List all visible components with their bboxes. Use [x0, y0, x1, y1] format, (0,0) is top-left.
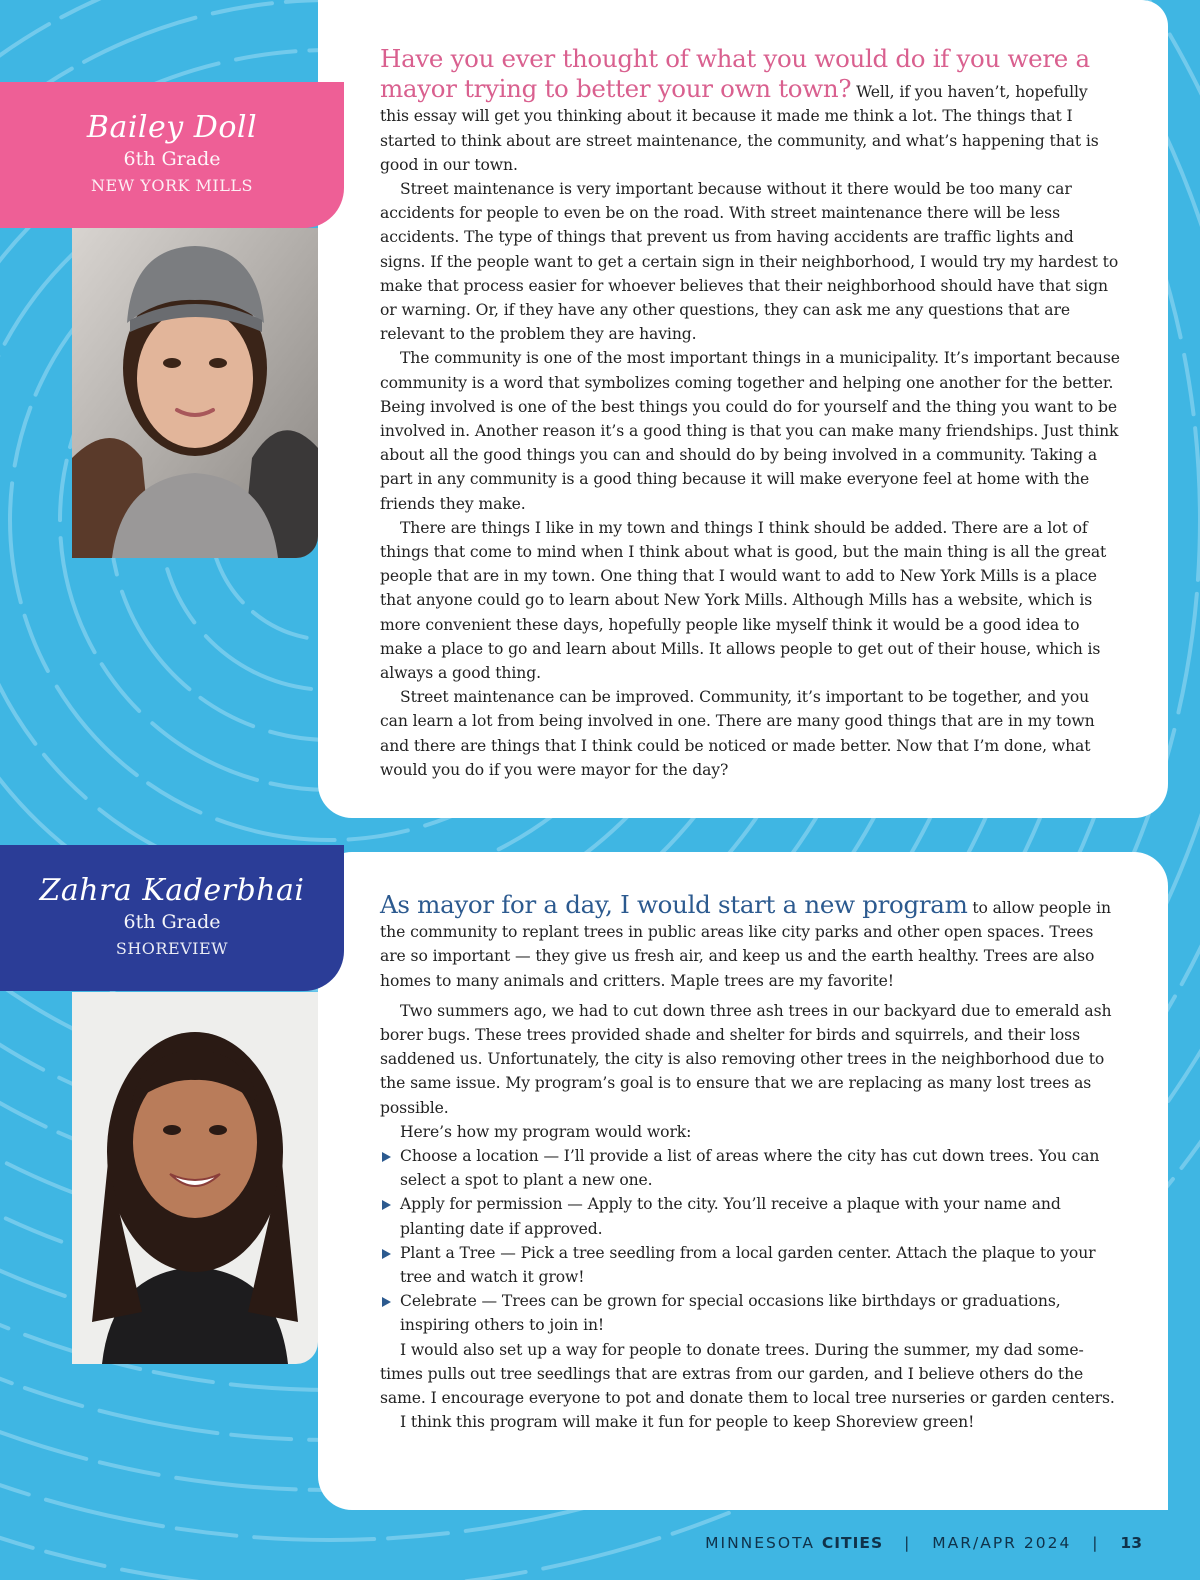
portrait-image — [72, 992, 318, 1364]
student-tab-1 — [0, 82, 344, 228]
essay-1-paragraph: The community is one of the most important things in a municipality. It’s important because community is a word that symbolizes coming together and helping one another for the better. Being involved is one of the best things you could do for yourself and the thing you want to be involved in. Another reason it’s a good thing is that you can make many friendships. Just think about all the good things you can and should do by being involved in a community. Taking a part in any community is a good thing because it will make everyone feel at home with the friends they make. — [380, 349, 1120, 513]
essay-1-lead: Have you ever thought of what you would do if you were a mayor trying to better your own town? — [380, 44, 1090, 104]
student-photo-2 — [72, 992, 318, 1364]
student-name: Zahra Kaderbhai — [39, 873, 305, 908]
student-town: NEW YORK MILLS — [91, 176, 253, 195]
list-item: Celebrate — Trees can be grown for special occasions like birthdays or graduations, inspiring others to join in! — [380, 1289, 1120, 1337]
student-name: Bailey Doll — [86, 110, 258, 145]
essay-1-opening: Well, if you haven’t, hopefully this essay will get you thinking about it because it made me think a lot. The things that I started to think about are street maintenance, the community, and what’s happening that is good in our town. — [380, 83, 1099, 174]
essay-1-opening-paragraph — [380, 44, 1120, 177]
page-footer — [705, 1534, 1142, 1552]
essay-1-paragraph: There are things I like in my town and things I think should be added. There are a lot of things that come to mind when I think about what is good, but the main thing is all the great people that are in my town. One thing that I would want to add to New York Mills is a place that anyone could go to learn about New York Mills. Although Mills has a website, which is more convenient these days, hopefully people like myself think it would be a good idea to make a place to go and learn about Mills. It allows people to get out of their house, which is always a good thing. — [380, 518, 1107, 683]
student-grade: 6th Grade — [123, 911, 221, 933]
essay-2-lead: As mayor for a day, I would start a new program — [380, 890, 968, 919]
bullet-triangle-icon — [382, 1200, 391, 1210]
bullet-triangle-icon — [382, 1249, 391, 1259]
essay-card-2 — [318, 852, 1168, 1510]
portrait-image — [72, 228, 318, 558]
essay-2-opening: to allow people in the community to replant trees in public areas like city parks and other open spaces. Trees are so important — they give us fresh air, and keep us and the earth healthy. Trees are also homes to many animals and critters. Maple trees are my favorite! — [380, 899, 1111, 990]
program-steps-list — [380, 1144, 1120, 1338]
footer-separator: | — [1092, 1534, 1100, 1552]
student-town: SHOREVIEW — [115, 939, 229, 958]
essay-card-1 — [318, 0, 1168, 818]
footer-separator: | — [904, 1534, 912, 1552]
list-item: Choose a location — I’ll provide a list of areas where the city has cut down trees. You can select a spot to plant a new one. — [380, 1144, 1120, 1192]
student-tab-2 — [0, 845, 344, 991]
essay-2-text — [380, 890, 1120, 1434]
publication-name-prefix: MINNESOTA — [705, 1534, 815, 1552]
student-photo-1 — [72, 228, 318, 558]
essay-2-paragraph: Two summers ago, we had to cut down three ash trees in our backyard due to emerald ash borer bugs. These trees provided shade and shelter for birds and squirrels, and their loss saddened us. Unfortunately, the city is also removing other trees in the neighborhood due to the same issue. My program’s goal is to ensure that we are replacing as many lost trees as possible. — [380, 1001, 1112, 1117]
bullet-triangle-icon — [382, 1297, 391, 1307]
issue-date: MAR/APR 2024 — [932, 1534, 1072, 1552]
essay-1-paragraph: Street maintenance is very important because without it there would be too many car accidents for people to even be on the road. With street maintenance there will be less accidents. The type of things that prevent us from having accidents are traffic lights and signs. If the people want to get a certain sign in their neighborhood, I would try my hardest to make that process easier for whoever believes that their neighborhood should have that sign or warning. Or, if they have any other questions, they can ask me any questions that are relevant to the problem they are having. — [380, 180, 1119, 344]
essay-2-closing-paragraph: I think this program will make it fun for people to keep Shoreview green! — [400, 1413, 975, 1432]
publication-name-bold: CITIES — [821, 1534, 884, 1552]
list-item: Apply for permission — Apply to the city. You’ll receive a plaque with your name and planting date if approved. — [380, 1192, 1120, 1240]
essay-1-text — [380, 44, 1120, 782]
bullet-triangle-icon — [382, 1152, 391, 1162]
essay-1-paragraph: Street maintenance can be improved. Community, it’s important to be together, and you can learn a lot from being involved in one. There are many good things that are in my town and there are things that I think could be noticed or made better. Now that I’m done, what would you do if you were mayor for the day? — [380, 688, 1095, 779]
essay-2-opening-paragraph — [380, 890, 1120, 993]
page-number: 13 — [1120, 1534, 1142, 1552]
essay-2-closing-paragraph: I would also set up a way for people to donate trees. During the summer, my dad sometimes pulls out tree seedlings that are extras from our garden, and I believe others do the same. I encourage everyone to pot and donate them to local tree nurseries or garden centers. — [380, 1340, 1115, 1408]
student-grade: 6th Grade — [123, 148, 221, 170]
essay-2-list-intro: Here’s how my program would work: — [400, 1122, 692, 1141]
list-item: Plant a Tree — Pick a tree seedling from a local garden center. Attach the plaque to your tree and watch it grow! — [380, 1241, 1120, 1289]
